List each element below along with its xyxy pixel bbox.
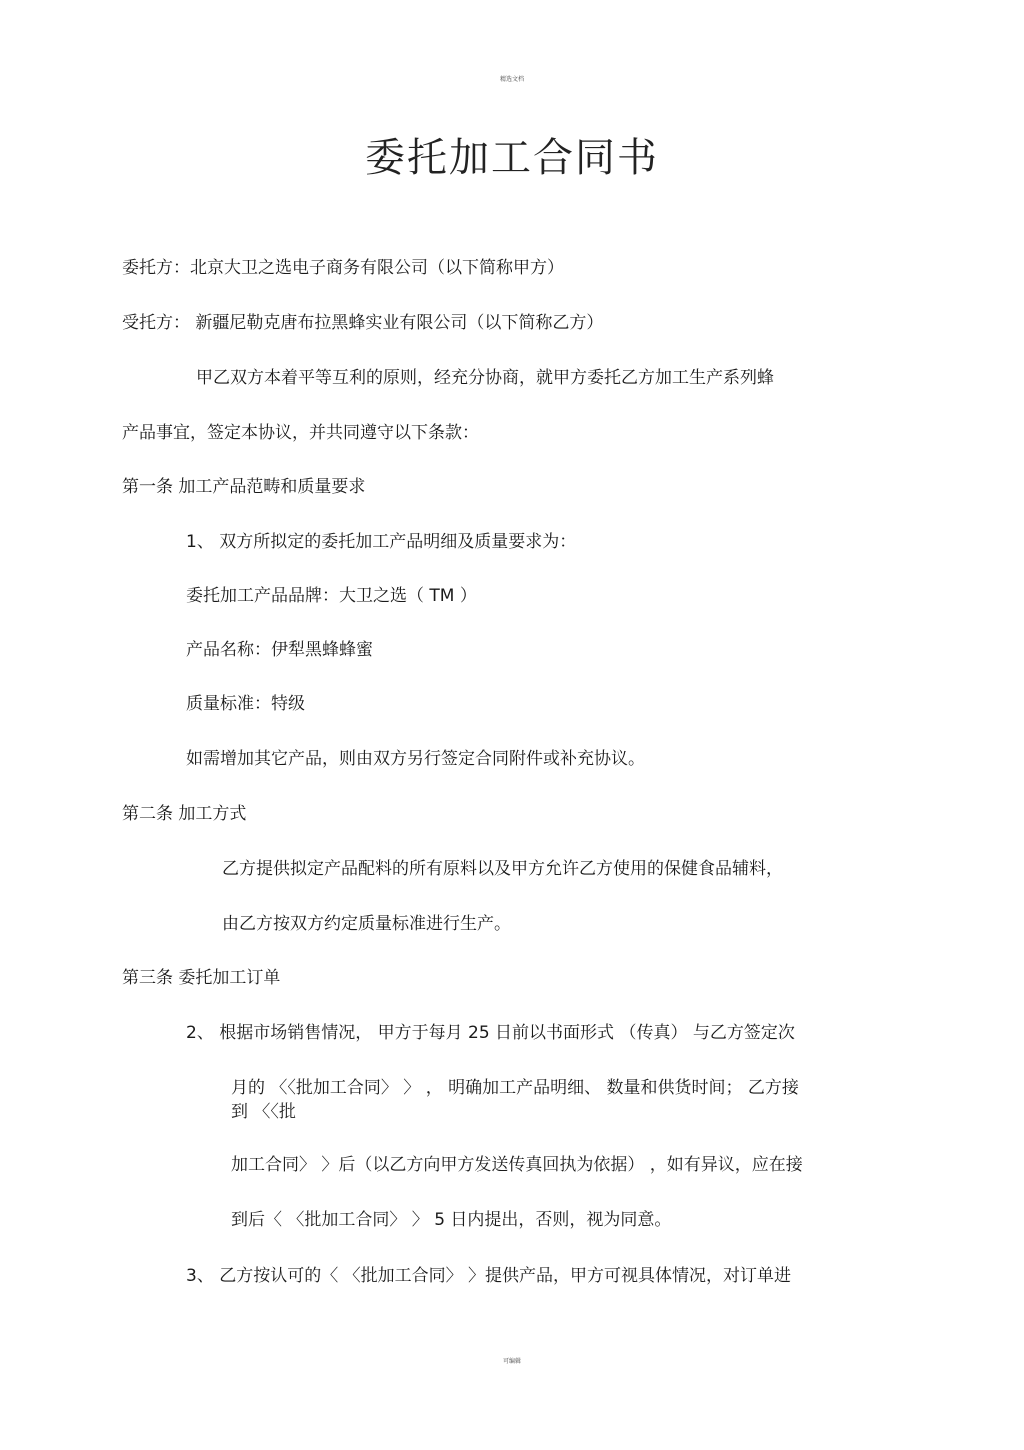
article-3-heading: 第三条 委托加工订单 [122,968,281,988]
article-1-item-1: 1、 双方所拟定的委托加工产品明细及质量要求为： [186,532,577,552]
article-3-item-2-line-4: 到后〈 〈批加工合同〉 〉 5 日内提出，否则，视为同意。 [231,1210,672,1230]
article-1-product-name: 产品名称：伊犁黑蜂蜂蜜 [186,640,373,660]
article-3-item-2-line-2b: 到 〈〈批 [231,1102,296,1122]
article-1-brand: 委托加工产品品牌：大卫之选（ TM ） [186,586,477,606]
article-1-heading: 第一条 加工产品范畴和质量要求 [122,477,366,497]
document-title: 委托加工合同书 [365,135,659,181]
party-a-line: 委托方：北京大卫之选电子商务有限公司（以下简称甲方） [122,258,564,278]
article-2-heading: 第二条 加工方式 [122,804,247,824]
party-b-line: 受托方： 新疆尼勒克唐布拉黑蜂实业有限公司（以下简称乙方） [122,313,604,333]
footer-note: 可编辑 [502,1358,521,1365]
article-3-item-3-line-1: 3、 乙方按认可的〈 〈批加工合同〉 〉提供产品，甲方可视具体情况，对订单进 [186,1266,792,1286]
article-2-line-1: 乙方提供拟定产品配料的所有原料以及甲方允许乙方使用的保健食品辅料， [222,859,783,879]
article-1-extra: 如需增加其它产品，则由双方另行签定合同附件或补充协议。 [186,749,645,769]
header-note: 精选文档 [499,76,524,83]
article-3-item-2-line-2: 月的 〈〈批加工合同〉 〉 ， 明确加工产品明细、 数量和供货时间； 乙方接 [231,1078,799,1098]
article-3-item-2-line-1: 2、 根据市场销售情况， 甲方于每月 25 日前以书面形式 （传真） 与乙方签定次 [186,1023,795,1043]
preamble-line-1: 甲乙双方本着平等互利的原则，经充分协商，就甲方委托乙方加工生产系列蜂 [196,368,774,388]
article-3-item-2-line-3: 加工合同〉 〉后（以乙方向甲方发送传真回执为依据） ，如有异议，应在接 [231,1155,803,1175]
article-2-line-2: 由乙方按双方约定质量标准进行生产。 [222,914,511,934]
preamble-line-2: 产品事宜，签定本协议，并共同遵守以下条款： [122,423,479,443]
article-1-quality: 质量标准：特级 [186,694,305,714]
